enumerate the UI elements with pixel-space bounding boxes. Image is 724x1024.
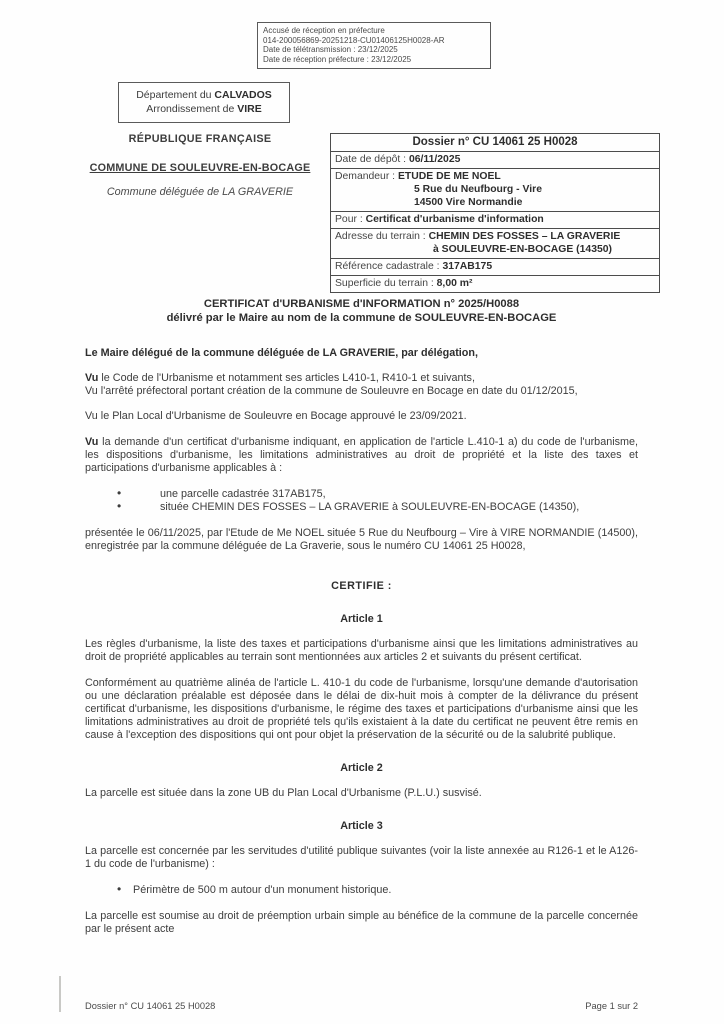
paragraph-vu-plu: Vu le Plan Local d'Urbanisme de Souleuvre en Bocage approuvé le 23/09/2021. (85, 410, 467, 422)
article-2-paragraph-1: La parcelle est située dans la zone UB du Plan Local d'Urbanisme (P.L.U.) susvisé. (85, 787, 482, 799)
arrondissement-line: Arrondissement de VIRE (146, 103, 262, 115)
stamp-line-4: Date de réception préfecture : 23/12/2025 (263, 54, 412, 64)
certifie-heading: CERTIFIE : (331, 580, 392, 592)
article-1-paragraph-2: Conformément au quatrième alinéa de l'article L. 410-1 du code de l'urbanisme, lorsqu'une demande d'autorisation ou une déclaration préalable est déposée dans le délai de dix-huit mois à compter de la délivrance du présent certificat d'urbanisme, les dispositions d'urbanisme, le régime des taxes et participations d'urbanisme ainsi que les limitations administratives au droit de propriété tels qu'ils existaient à la date du certificat ne peuvent être remis en cause à l'exception des dispositions qui ont pour objet la préservation de la sécurité ou de la salubrité publique. (85, 677, 638, 741)
footer-page-number: Page 1 sur 2 (585, 1001, 638, 1011)
dossier-table (330, 133, 660, 293)
footer-dossier-number: Dossier n° CU 14061 25 H0028 (85, 1001, 216, 1011)
paragraph-vu-arrete: Vu l'arrêté préfectoral portant création de la commune de Souleuvre en Bocage en date du 01/12/2015, (85, 385, 578, 397)
row-date-depot: Date de dépôt : 06/11/2025 (335, 154, 461, 165)
paragraph-maire: Le Maire délégué de la commune déléguée de LA GRAVERIE, par délégation, (85, 347, 478, 359)
row-superficie: Superficie du terrain : 8,00 m² (331, 275, 659, 292)
commune-deleguee: Commune déléguée de LA GRAVERIE (106, 186, 294, 198)
department-line: Département du CALVADOS (136, 89, 272, 101)
prefecture-stamp (257, 22, 491, 69)
row-adresse: Adresse du terrain : CHEMIN DES FOSSES – LA GRAVERIE à SOULEUVRE-EN-BOCAGE (14350) (331, 228, 659, 258)
bullet-adresse: • située CHEMIN DES FOSSES – LA GRAVERIE à SOULEUVRE-EN-BOCAGE (14350), (85, 501, 638, 514)
scan-artifact (59, 976, 61, 1012)
page-footer (85, 1001, 638, 1011)
paragraph-presentee: présentée le 06/11/2025, par l'Etude de Me NOEL située 5 Rue du Neufbourg – Vire à VIRE NORMANDIE (14500), enregistrée par la commune déléguée de La Graverie, sous le numéro CU 14061 25 H0028, (85, 527, 638, 552)
document-title-line2: délivré par le Maire au nom de la commune de SOULEUVRE-EN-BOCAGE (166, 312, 557, 324)
stamp-line-2: 014-200056869-20251218-CU01406125H0028-AR (263, 35, 445, 45)
paragraph-vu-code: Vu le Code de l'Urbanisme et notamment ses articles L410-1, R410-1 et suivants, Vu l'arrêté préfectoral portant création de la commune de Souleuvre en Bocage en date du 01/12/2015, (85, 372, 578, 397)
dossier-number-header: Dossier n° CU 14061 25 H0028 (331, 134, 659, 152)
row-pour: Pour : Certificat d'urbanisme d'information (331, 211, 659, 228)
stamp-line-3: Date de télétransmission : 23/12/2025 (263, 45, 398, 55)
row-demandeur: Demandeur : ETUDE DE ME NOEL 5 Rue du Neufbourg - Vire 14500 Vire Normandie (331, 168, 659, 211)
paragraph-vu-demande: Vu la demande d'un certificat d'urbanisme indiquant, en application de l'article L.410-1 a) du code de l'urbanisme, les dispositions d'urbanisme, les limitations administratives au droit de propriété et la liste des taxes et participations d'urbanisme applicables à : (85, 436, 638, 474)
republique-francaise: RÉPUBLIQUE FRANÇAISE (128, 133, 272, 145)
article-3-paragraph-2: La parcelle est soumise au droit de préemption urbain simple au bénéfice de la commune de la parcelle concernée par le présent acte (85, 910, 638, 935)
document-title (85, 297, 638, 325)
article-1-paragraph-1: Les règles d'urbanisme, la liste des taxes et participations d'urbanisme ainsi que les limitations administratives au droit de propriété applicables au terrain sont mentionnées aux articles 2 et suivants du présent certificat. (85, 638, 638, 663)
article-2-title: Article 2 (340, 762, 383, 774)
article-1-title: Article 1 (340, 613, 383, 625)
servitudes-bullet-list (85, 884, 638, 897)
document-body (85, 347, 638, 936)
bullet-parcelle: • une parcelle cadastrée 317AB175, (85, 488, 638, 501)
document-title-line1: CERTIFICAT d'URBANISME d'INFORMATION n° 2025/H0088 (203, 298, 520, 310)
commune-title: COMMUNE DE SOULEUVRE-EN-BOCAGE (89, 162, 311, 174)
bullet-perimetre: • Périmètre de 500 m autour d'un monument historique. (85, 884, 638, 897)
department-box (118, 82, 290, 123)
row-reference-cadastrale: Référence cadastrale : 317AB175 (331, 258, 659, 275)
article-3-title: Article 3 (340, 820, 383, 832)
stamp-line-1: Accusé de réception en préfecture (263, 26, 385, 35)
header-left-column (75, 133, 325, 198)
parcel-bullet-list (85, 488, 638, 514)
article-3-paragraph-1: La parcelle est concernée par les servitudes d'utilité publique suivantes (voir la liste annexée au R126-1 et le A126-1 du code de l'urbanisme) : (85, 845, 638, 870)
